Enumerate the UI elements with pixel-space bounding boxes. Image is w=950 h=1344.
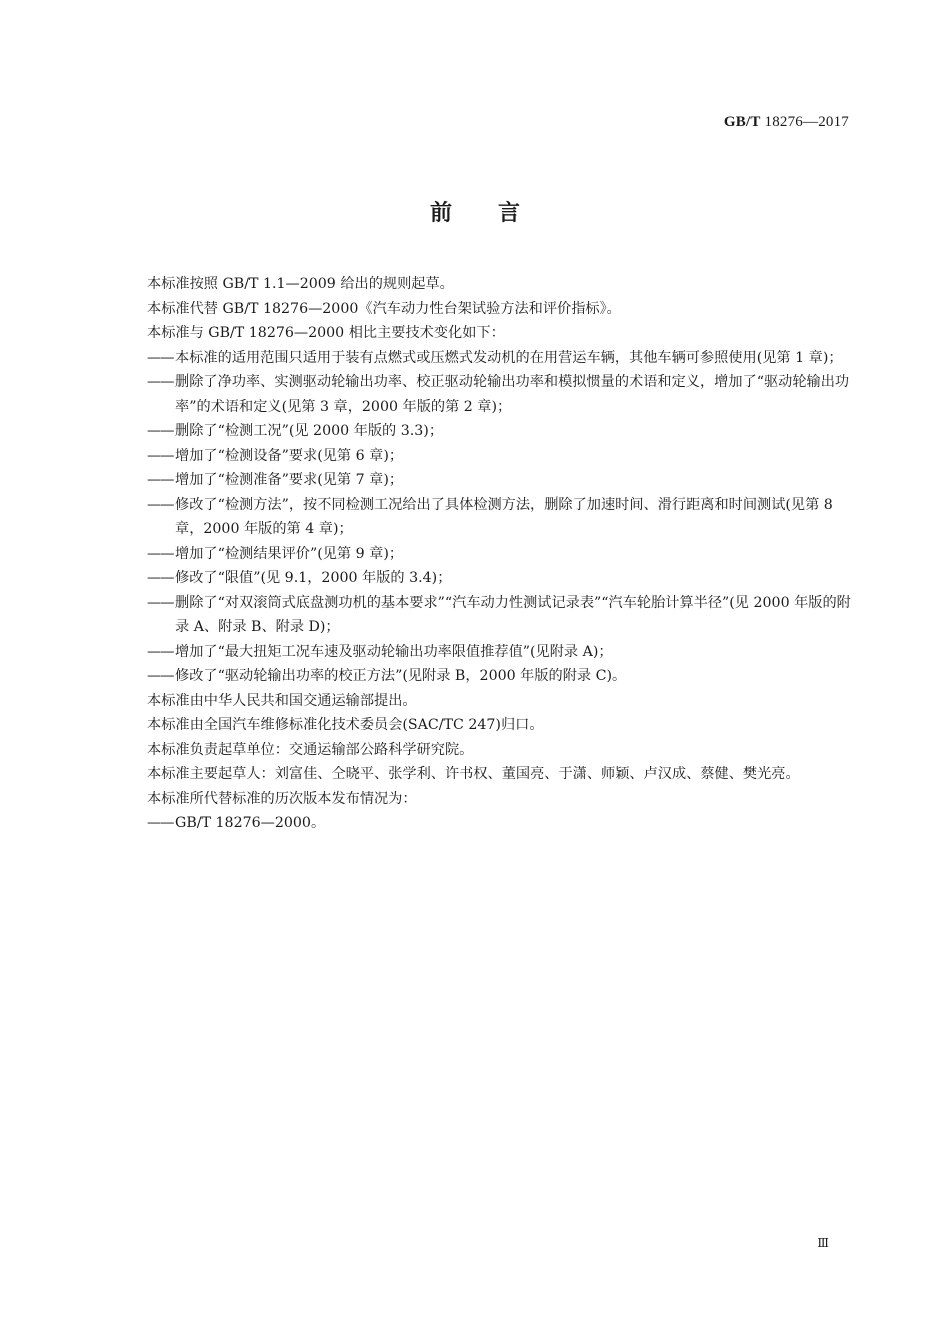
dash-marker: —— <box>147 545 174 562</box>
list-item-text: 修改了“驱动轮输出功率的校正方法”(见附录 B，2000 年版的附录 C)。 <box>175 668 627 684</box>
list-item <box>147 664 851 689</box>
list-item-text: GB/T 18276—2000。 <box>175 815 326 831</box>
dash-marker: —— <box>147 374 174 390</box>
list-item-text: 删除了“对双滚筒式底盘测功机的基本要求”“汽车动力性测试记录表”“汽车轮胎计算半径”(见 2000 年版的附录 A、附录 B、附录 D)； <box>175 594 851 635</box>
list-item <box>147 346 851 371</box>
dash-marker: —— <box>147 349 174 366</box>
list-item <box>147 468 851 493</box>
page-number: Ⅲ <box>817 1236 829 1250</box>
changes-intro-paragraph: 本标准与 GB/T 18276—2000 相比主要技术变化如下： <box>147 325 505 341</box>
drafters-paragraph: 本标准主要起草人：刘富佳、仝晓平、张学利、许书权、董国亮、于潇、师颖、卢汉成、蔡健、樊光亮。 <box>147 766 800 782</box>
list-item-text: 本标准的适用范围只适用于装有点燃式或压燃式发动机的在用营运车辆，其他车辆可参照使用(见第 1 章)； <box>175 349 843 366</box>
foreword-body <box>147 272 851 836</box>
dash-marker: —— <box>147 496 174 513</box>
dash-marker: —— <box>147 570 174 586</box>
list-item <box>147 370 851 419</box>
list-item-text: 增加了“检测设备”要求(见第 6 章)； <box>175 447 404 464</box>
list-item-text: 修改了“检测方法”，按不同检测工况给出了具体检测方法，删除了加速时间、滑行距离和时间测试(见第 8 章，2000 年版的第 4 章)； <box>175 496 833 537</box>
list-item <box>147 811 851 836</box>
list-item-text: 增加了“检测准备”要求(见第 7 章)； <box>175 472 404 488</box>
list-item <box>147 444 851 469</box>
dash-marker: —— <box>147 668 174 684</box>
list-item <box>147 640 851 665</box>
changes-list <box>147 346 851 689</box>
dash-marker: —— <box>147 447 174 464</box>
drafting-unit-paragraph: 本标准负责起草单位：交通运输部公路科学研究院。 <box>147 741 474 758</box>
list-item-text: 增加了“检测结果评价”(见第 9 章)； <box>175 545 404 562</box>
proposed-by-paragraph: 本标准由中华人民共和国交通运输部提出。 <box>147 692 417 709</box>
list-item <box>147 419 851 444</box>
list-item <box>147 566 851 591</box>
dash-marker: —— <box>147 472 174 488</box>
standard-code <box>724 114 849 131</box>
history-intro-paragraph: 本标准所代替标准的历次版本发布情况为： <box>147 790 417 807</box>
dash-marker: —— <box>147 423 174 439</box>
standard-code-number: 18276—2017 <box>764 114 849 130</box>
jurisdiction-paragraph: 本标准由全国汽车维修标准化技术委员会(SAC/TC 247)归口。 <box>147 717 544 733</box>
list-item-text: 修改了“限值”(见 9.1，2000 年版的 3.4)； <box>175 570 452 586</box>
page-title: 前言 <box>429 201 566 226</box>
list-item <box>147 591 851 640</box>
dash-marker: —— <box>147 643 174 660</box>
list-item <box>147 493 851 542</box>
dash-marker: —— <box>147 594 174 611</box>
drafting-rules-paragraph: 本标准按照 GB/T 1.1—2009 给出的规则起草。 <box>147 276 454 292</box>
list-item <box>147 542 851 567</box>
list-item-text: 增加了“最大扭矩工况车速及驱动轮输出功率限值推荐值”(见附录 A)； <box>175 643 613 660</box>
list-item-text: 删除了净功率、实测驱动轮输出功率、校正驱动轮输出功率和模拟惯量的术语和定义，增加了“驱动轮输出功率”的术语和定义(见第 3 章，2000 年版的第 2 章)； <box>175 374 850 415</box>
history-list <box>147 811 851 836</box>
list-item-text: 删除了“检测工况”(见 2000 年版的 3.3)； <box>175 423 444 439</box>
replacement-paragraph: 本标准代替 GB/T 18276—2000《汽车动力性台架试验方法和评价指标》。 <box>147 300 621 317</box>
standard-code-prefix: GB/T <box>723 114 761 130</box>
dash-marker: —— <box>147 815 174 831</box>
